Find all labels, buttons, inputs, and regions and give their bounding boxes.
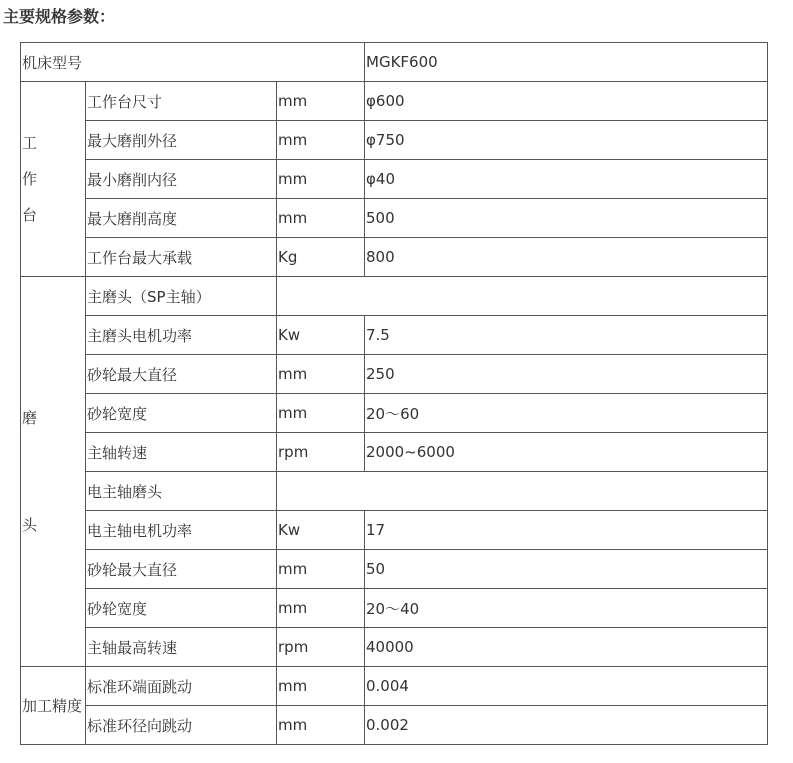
table-row bbox=[21, 355, 768, 394]
param-name: 主轴最高转速 bbox=[86, 628, 277, 667]
param-unit: Kg bbox=[277, 238, 365, 277]
table-row-section bbox=[21, 277, 768, 316]
table-row bbox=[21, 628, 768, 667]
param-value: 500 bbox=[365, 199, 768, 238]
param-value: φ750 bbox=[365, 121, 768, 160]
group-grinding-head bbox=[21, 277, 86, 667]
param-value: 0.002 bbox=[365, 706, 768, 745]
section-empty-cell bbox=[277, 472, 768, 511]
param-name: 工作台最大承载 bbox=[86, 238, 277, 277]
table-row-section bbox=[21, 472, 768, 511]
param-name: 砂轮最大直径 bbox=[86, 355, 277, 394]
param-value: 20～40 bbox=[365, 589, 768, 628]
param-name: 标准环端面跳动 bbox=[86, 667, 277, 706]
param-value: 7.5 bbox=[365, 316, 768, 355]
param-unit: Kw bbox=[277, 511, 365, 550]
group-worktable-char-2: 作 bbox=[22, 170, 38, 188]
table-row bbox=[21, 160, 768, 199]
param-value: 250 bbox=[365, 355, 768, 394]
group-worktable-char-3: 台 bbox=[22, 206, 38, 224]
table-row bbox=[21, 199, 768, 238]
param-value: 0.004 bbox=[365, 667, 768, 706]
param-name: 砂轮最大直径 bbox=[86, 550, 277, 589]
table-row-model bbox=[21, 43, 768, 82]
param-name: 标准环径向跳动 bbox=[86, 706, 277, 745]
group-precision: 加工精度 bbox=[21, 667, 86, 745]
param-value: 40000 bbox=[365, 628, 768, 667]
param-name: 主磨头电机功率 bbox=[86, 316, 277, 355]
param-unit: mm bbox=[277, 667, 365, 706]
param-value: φ600 bbox=[365, 82, 768, 121]
table-row bbox=[21, 667, 768, 706]
model-value: MGKF600 bbox=[365, 43, 768, 82]
section-title-electric-spindle: 电主轴磨头 bbox=[86, 472, 277, 511]
param-unit: mm bbox=[277, 706, 365, 745]
model-label: 机床型号 bbox=[21, 43, 365, 82]
param-unit: mm bbox=[277, 199, 365, 238]
table-row bbox=[21, 550, 768, 589]
group-grinding-head-char-2: 头 bbox=[22, 516, 38, 534]
table-row bbox=[21, 511, 768, 550]
group-worktable bbox=[21, 82, 86, 277]
param-name: 最小磨削内径 bbox=[86, 160, 277, 199]
table-row bbox=[21, 394, 768, 433]
param-name: 最大磨削高度 bbox=[86, 199, 277, 238]
page-heading: 主要规格参数： bbox=[3, 7, 116, 26]
param-unit: mm bbox=[277, 589, 365, 628]
param-value: 20～60 bbox=[365, 394, 768, 433]
group-grinding-head-char-1: 磨 bbox=[22, 409, 38, 427]
param-value: 800 bbox=[365, 238, 768, 277]
param-unit: rpm bbox=[277, 433, 365, 472]
table-row bbox=[21, 706, 768, 745]
param-value: 2000~6000 bbox=[365, 433, 768, 472]
table-row bbox=[21, 82, 768, 121]
param-name: 砂轮宽度 bbox=[86, 589, 277, 628]
param-name: 主轴转速 bbox=[86, 433, 277, 472]
param-value: φ40 bbox=[365, 160, 768, 199]
section-title-sp-spindle: 主磨头（SP主轴） bbox=[86, 277, 277, 316]
param-unit: mm bbox=[277, 394, 365, 433]
param-unit: mm bbox=[277, 550, 365, 589]
param-unit: mm bbox=[277, 121, 365, 160]
table-row bbox=[21, 121, 768, 160]
table-row bbox=[21, 316, 768, 355]
param-name: 电主轴电机功率 bbox=[86, 511, 277, 550]
param-name: 最大磨削外径 bbox=[86, 121, 277, 160]
param-unit: mm bbox=[277, 355, 365, 394]
param-value: 50 bbox=[365, 550, 768, 589]
param-name: 砂轮宽度 bbox=[86, 394, 277, 433]
param-unit: rpm bbox=[277, 628, 365, 667]
spec-table bbox=[20, 42, 768, 745]
param-unit: mm bbox=[277, 160, 365, 199]
table-row bbox=[21, 589, 768, 628]
param-value: 17 bbox=[365, 511, 768, 550]
section-empty-cell bbox=[277, 277, 768, 316]
param-name: 工作台尺寸 bbox=[86, 82, 277, 121]
group-worktable-char-1: 工 bbox=[22, 134, 38, 152]
param-unit: mm bbox=[277, 82, 365, 121]
table-row bbox=[21, 238, 768, 277]
table-row bbox=[21, 433, 768, 472]
param-unit: Kw bbox=[277, 316, 365, 355]
